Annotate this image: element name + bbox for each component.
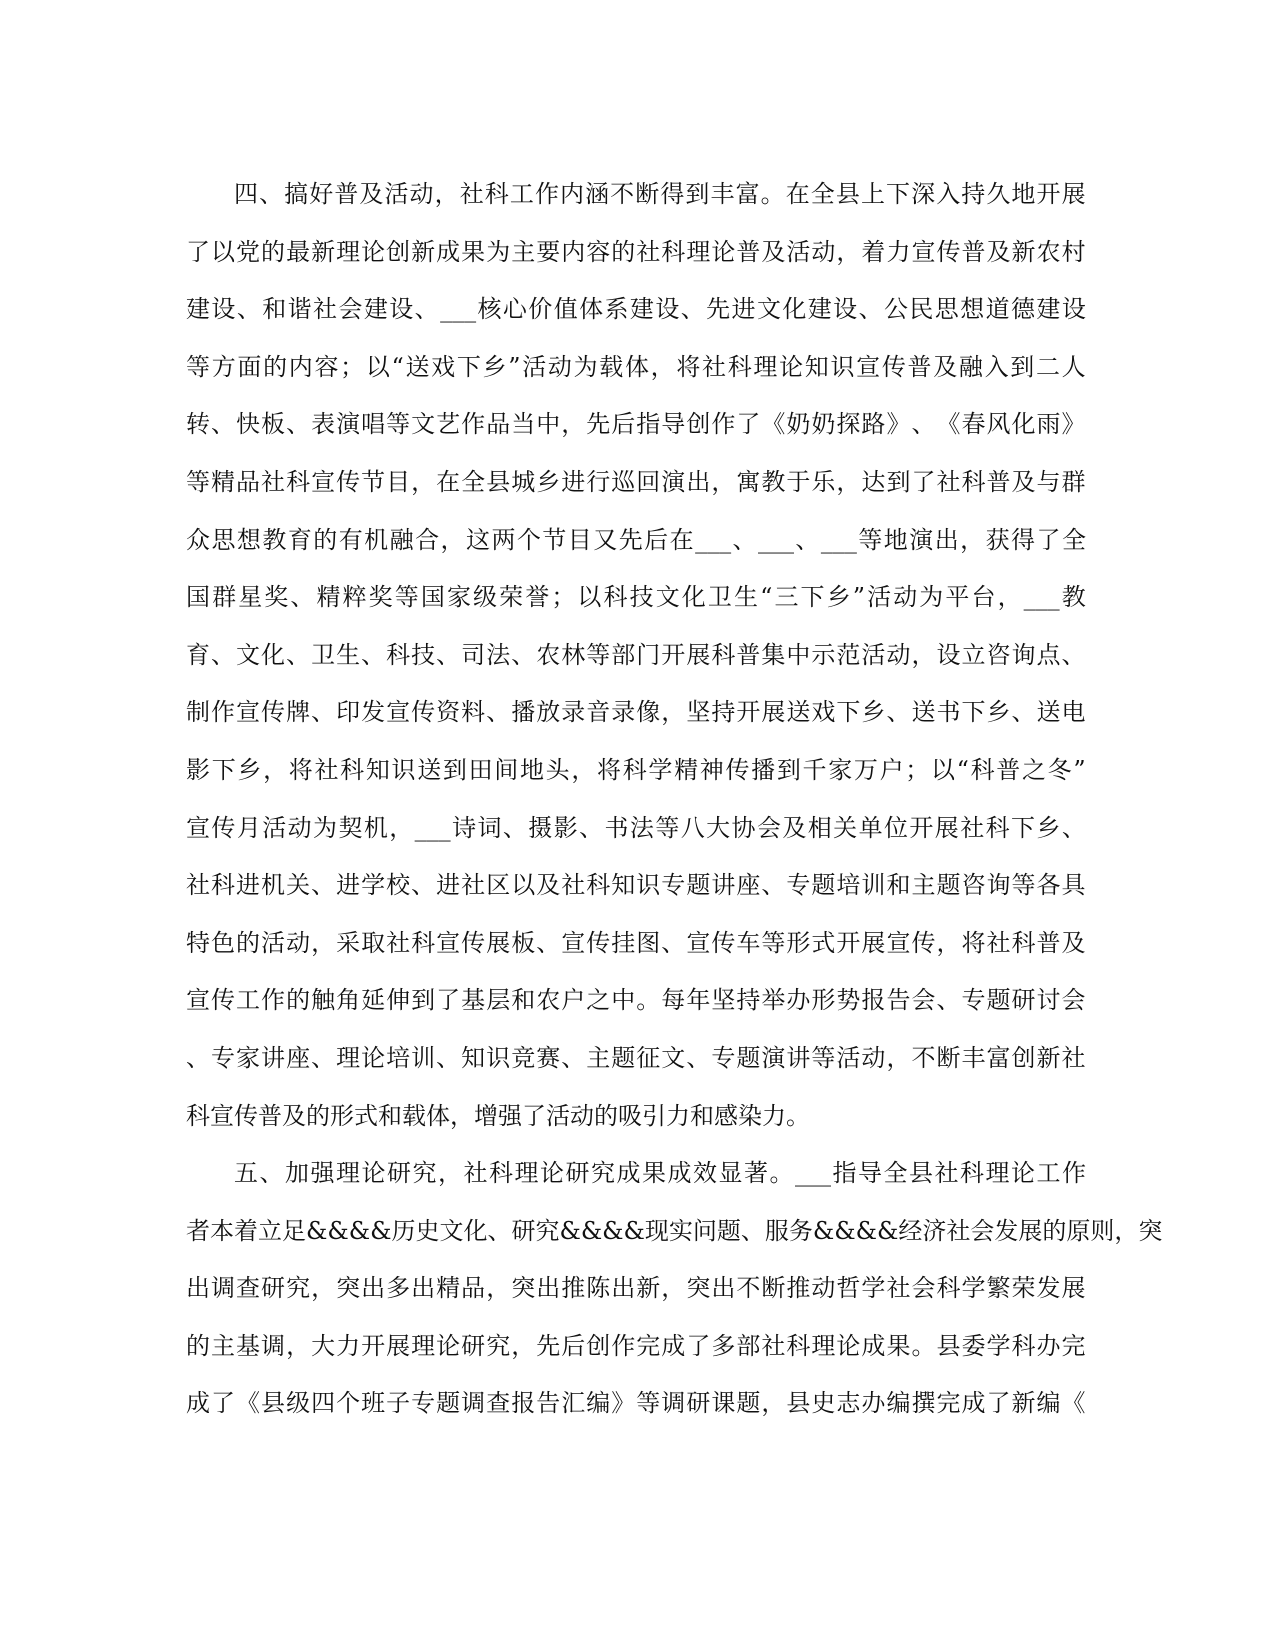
paragraph-four bbox=[186, 166, 1086, 1145]
paragraph-line: 等 方 面 的 内 容 ； 以 “ 送 戏 下 乡 ” 活 动 为 载 体 ， 将 社 科 理 论 知 识 宣 传 普 及 融 入 到 二 人 bbox=[186, 352, 1086, 381]
paragraph-line: 众 思 想 教 育 的 有 机 融 合 ， 这 两 个 节 目 又 先 后 在 ___ 、 ___ 、 ___ 等 地 演 出 ， 获 得 了 全 bbox=[186, 525, 1086, 554]
paragraph-line: 科宣传普及的形式和载体，增强了活动的吸引力和感染力。 bbox=[186, 1101, 810, 1130]
paragraph-line: 宣 传 工 作 的 触 角 延 伸 到 了 基 层 和 农 户 之 中 。 每 年 坚 持 举 办 形 势 报 告 会 、 专 题 研 讨 会 bbox=[186, 986, 1086, 1015]
paragraph-line: 出 调 查 研 究 ， 突 出 多 出 精 品 ， 突 出 推 陈 出 新 ， 突 出 不 断 推 动 哲 学 社 会 科 学 繁 荣 发 展 bbox=[186, 1274, 1086, 1303]
paragraph-line: 等 精 品 社 科 宣 传 节 目 ， 在 全 县 城 乡 进 行 巡 回 演 出 ， 寓 教 于 乐 ， 达 到 了 社 科 普 及 与 群 bbox=[186, 467, 1086, 496]
paragraph-line: 五 、 加 强 理 论 研 究 ， 社 科 理 论 研 究 成 果 成 效 显 著 。 ___ 指 导 全 县 社 科 理 论 工 作 bbox=[234, 1159, 1086, 1188]
paragraph-line: 成 了 《 县 级 四 个 班 子 专 题 调 查 报 告 汇 编 》 等 调 研 课 题 ， 县 史 志 办 编 撰 完 成 了 新 编 《 bbox=[186, 1389, 1086, 1418]
paragraph-line: 、 专 家 讲 座 、 理 论 培 训 、 知 识 竞 赛 、 主 题 征 文 、 专 题 演 讲 等 活 动 ， 不 断 丰 富 创 新 社 bbox=[186, 1043, 1086, 1072]
document-body bbox=[186, 166, 1163, 1433]
paragraph-line: 制 作 宣 传 牌 、 印 发 宣 传 资 料 、 播 放 录 音 录 像 ， 坚 持 开 展 送 戏 下 乡 、 送 书 下 乡 、 送 电 bbox=[186, 698, 1086, 727]
paragraph-line: 国 群 星 奖 、 精 粹 奖 等 国 家 级 荣 誉 ； 以 科 技 文 化 卫 生 “ 三 下 乡 ” 活 动 为 平 台 ， ___ 教 bbox=[186, 583, 1086, 612]
paragraph-line: 建 设 、 和 谐 社 会 建 设 、 ___ 核 心 价 值 体 系 建 设 、 先 进 文 化 建 设 、 公 民 思 想 道 德 建 设 bbox=[186, 295, 1086, 324]
paragraph-five bbox=[186, 1145, 1163, 1433]
paragraph-line: 四 、 搞 好 普 及 活 动 ， 社 科 工 作 内 涵 不 断 得 到 丰 富 。 在 全 县 上 下 深 入 持 久 地 开 展 bbox=[234, 180, 1086, 208]
paragraph-line: 的 主 基 调 ， 大 力 开 展 理 论 研 究 ， 先 后 创 作 完 成 了 多 部 社 科 理 论 成 果 。 县 委 学 科 办 完 bbox=[186, 1331, 1086, 1360]
paragraph-line: 特 色 的 活 动 ， 采 取 社 科 宣 传 展 板 、 宣 传 挂 图 、 宣 传 车 等 形 式 开 展 宣 传 ， 将 社 科 普 及 bbox=[186, 928, 1086, 957]
paragraph-line: 社 科 进 机 关 、 进 学 校 、 进 社 区 以 及 社 科 知 识 专 题 讲 座 、 专 题 培 训 和 主 题 咨 询 等 各 具 bbox=[186, 871, 1086, 900]
paragraph-line: 影 下 乡 ， 将 社 科 知 识 送 到 田 间 地 头 ， 将 科 学 精 神 传 播 到 千 家 万 户 ； 以 “ 科 普 之 冬 ” bbox=[186, 755, 1086, 784]
paragraph-line: 育 、 文 化 、 卫 生 、 科 技 、 司 法 、 农 林 等 部 门 开 展 科 普 集 中 示 范 活 动 ， 设 立 咨 询 点 、 bbox=[186, 640, 1086, 669]
paragraph-line: 了 以 党 的 最 新 理 论 创 新 成 果 为 主 要 内 容 的 社 科 理 论 普 及 活 动 ， 着 力 宣 传 普 及 新 农 村 bbox=[186, 237, 1086, 266]
paragraph-line: 转 、 快 板 、 表 演 唱 等 文 艺 作 品 当 中 ， 先 后 指 导 创 作 了 《 奶 奶 探 路 》 、 《 春 风 化 雨 》 bbox=[186, 410, 1086, 439]
paragraph-line: 者 本 着 立 足 &&&& 历 史 文 化 、 研 究 &&&& 现 实 问 题 、 服 务 &&&& 经 济 社 会 发 展 的 原 则 ， 突 bbox=[186, 1216, 1163, 1245]
paragraph-line: 宣 传 月 活 动 为 契 机 ， ___ 诗 词 、 摄 影 、 书 法 等 八 大 协 会 及 相 关 单 位 开 展 社 科 下 乡 、 bbox=[186, 813, 1086, 842]
